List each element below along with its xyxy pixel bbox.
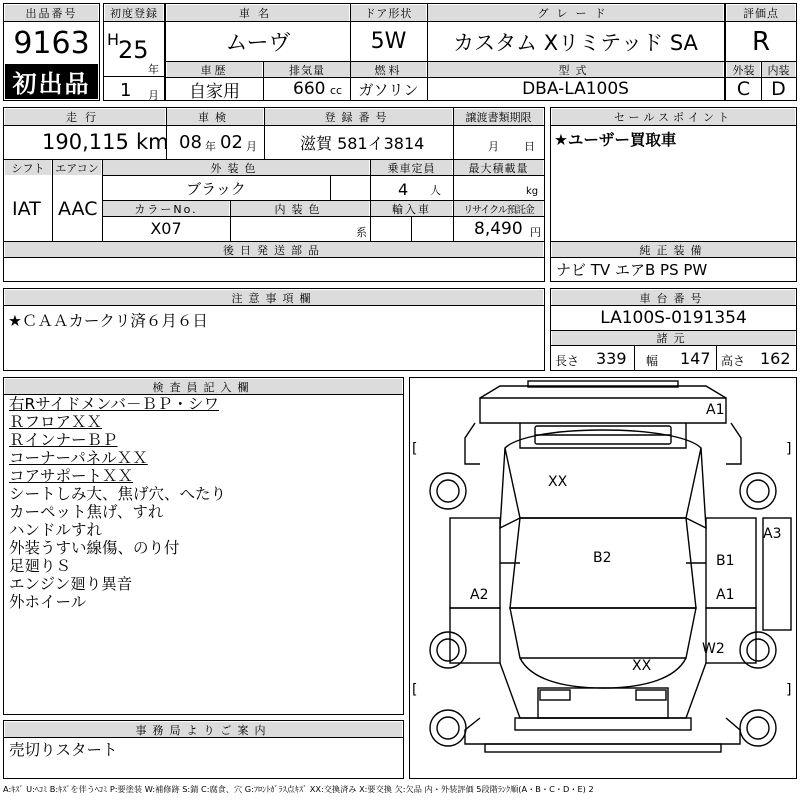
mark-left-rear-door: A2 <box>470 587 489 603</box>
length: 339 <box>596 348 627 368</box>
first-reg-label: 初度登録 <box>105 5 163 21</box>
legend: A:ｷｽﾞ U:ﾍｺﾐ B:ｷｽﾞを伴うﾍｺﾐ P:要塗装 W:補修跡 S:錆 C:腐食、穴 G:ﾌﾛﾝﾄｶﾞﾗｽ点ｷｽﾞ XX:交換済み X:要交換 欠:欠品 内・外装評価 5段階ﾗﾝｸ順(A・B・C・D・E) 2 <box>3 783 594 794</box>
ext-grade-label: 外装 <box>727 62 760 77</box>
auction-score: R <box>751 26 771 57</box>
mark-rear-right: W2 <box>702 641 725 657</box>
rear-window <box>520 658 686 688</box>
later-parts-label: 後日発送部品 <box>5 242 543 257</box>
bracket-right-bottom: ] <box>786 682 792 698</box>
wheel-front-right <box>740 473 776 509</box>
reg-month: 1 <box>120 80 132 101</box>
inspector-note: コーナーパネルＸＸ <box>9 449 148 467</box>
front-edge <box>480 386 726 398</box>
mileage-label: 走行 <box>5 109 165 125</box>
chassis-label: 車台番号 <box>552 290 795 305</box>
int-color-unit: 系 <box>356 226 367 239</box>
inspector-note: コアサポートＸＸ <box>9 467 134 485</box>
rear-bottom-bar <box>485 744 721 752</box>
inspector-note: ＲフロアＸＸ <box>9 413 103 431</box>
displacement-unit: cc <box>330 83 343 97</box>
inspector-label: 検査員記入欄 <box>5 379 402 394</box>
rear-bumper-top <box>515 718 691 730</box>
wheel-rear-left <box>430 632 466 668</box>
capacity-label: 乗車定員 <box>371 160 452 175</box>
car-name: ムーヴ <box>225 31 291 56</box>
mark-right-front-door: B1 <box>716 553 735 569</box>
mark-front-bumper: A1 <box>706 402 725 418</box>
office-label: 事務局よりご案内 <box>5 722 402 737</box>
spare-wheel-right <box>740 710 776 746</box>
history-label: 車歴 <box>167 62 262 77</box>
lot-number: 9163 <box>13 25 90 61</box>
chassis-number: LA100S-0191354 <box>600 308 747 328</box>
capacity-unit: 人 <box>430 184 441 197</box>
air-conditioner: AAC <box>58 198 98 220</box>
inspector-note: シートしみ大、焦げ穴、へたり <box>9 485 227 503</box>
inspection-label: 車検 <box>167 109 263 125</box>
month-unit: 月 <box>148 89 159 102</box>
year-unit: 年 <box>148 63 159 76</box>
front-bumper <box>480 398 726 423</box>
ext-color: ブラック <box>186 179 246 198</box>
wheel-front-left <box>430 473 466 509</box>
inspection-year-unit: 年 <box>205 140 216 153</box>
bracket-left-top: [ <box>412 441 418 457</box>
mark-hood: XX <box>548 474 568 490</box>
spare-wheel-left <box>430 710 466 746</box>
recycle-fee: 8,490 <box>474 218 523 239</box>
transfer-month-unit: 月 <box>488 140 499 153</box>
inspector-note: 足廻りＳ <box>9 557 72 575</box>
grade: カスタム Xリミテッド SA <box>453 30 698 55</box>
rear-light-right <box>636 690 666 700</box>
model-code: DBA-LA100S <box>522 79 629 99</box>
grade-label: グレード <box>428 5 723 21</box>
color-no-label: カラーNo. <box>103 201 229 216</box>
inspection-month: 02 <box>220 131 243 153</box>
inspector-note: ＲインナーＢＰ <box>9 431 118 449</box>
inspection-month-unit: 月 <box>246 140 257 153</box>
windshield <box>505 430 701 518</box>
plate-number: 滋賀 581イ3814 <box>300 133 425 153</box>
height: 162 <box>760 348 791 368</box>
ext-color-label: 外装色 <box>103 160 369 175</box>
caution-label: 注意事項欄 <box>5 290 543 305</box>
import-label: 輸入車 <box>371 201 452 216</box>
recycle-label: リサイクル預託金 <box>454 201 543 216</box>
rear-bumper <box>465 718 740 744</box>
right-fender-front <box>726 423 741 464</box>
inspector-note: 右Rサイドメンバ－ＢＰ・シワ <box>9 395 219 413</box>
caution-text: ★ＣＡＡカークリ済６月６日 <box>8 312 208 330</box>
left-pillar-front <box>500 448 520 528</box>
ac-label: エアコン <box>53 160 101 175</box>
mileage: 190,115 <box>42 130 129 154</box>
car-diagram <box>410 378 796 778</box>
rear-light-left <box>540 690 570 700</box>
max-load-label: 最大積載量 <box>454 160 543 175</box>
color-number: X07 <box>150 219 182 238</box>
inspection-year: 08 <box>179 131 202 153</box>
equipment: ナビ TV エアB PS PW <box>556 261 708 279</box>
era: H <box>107 30 120 49</box>
rear-panel <box>538 688 668 718</box>
inspector-note: 外装うすい線傷、のり付 <box>9 539 180 557</box>
left-fender-front <box>465 423 480 464</box>
right-pillar-front <box>686 448 706 528</box>
equipment-label: 純正装備 <box>552 242 795 257</box>
transfer-day-unit: 日 <box>524 140 535 153</box>
recycle-unit: 円 <box>530 226 541 239</box>
mark-right-panel: A3 <box>763 526 782 542</box>
fuel: ガソリン <box>358 80 419 99</box>
ext-grade: C <box>736 78 751 100</box>
car-name-label: 車名 <box>167 5 349 21</box>
mark-rear-hatch: XX <box>632 658 652 674</box>
mileage-unit: km <box>136 130 169 154</box>
sales-point: ★ユーザー買取車 <box>554 131 677 149</box>
capacity: 4 <box>398 179 409 199</box>
first-listing-badge: 初出品 <box>5 64 98 99</box>
max-load-unit: kg <box>526 185 539 197</box>
model-label: 型式 <box>428 62 723 77</box>
width-label: 幅 <box>646 353 659 368</box>
transfer-label: 譲渡書類期限 <box>454 109 543 125</box>
roof-rear <box>510 608 696 658</box>
length-label: 長さ <box>555 353 580 368</box>
height-label: 高さ <box>721 353 746 368</box>
int-grade: D <box>771 78 786 100</box>
shift: IAT <box>12 198 41 220</box>
vehicle-history: 自家用 <box>189 81 240 102</box>
door-label: ドア形状 <box>351 5 426 21</box>
displacement: 660 <box>293 79 326 99</box>
reg-year: 25 <box>118 36 149 64</box>
bracket-left-bottom: [ <box>412 682 418 698</box>
plate-label: 登録番号 <box>265 109 452 125</box>
bracket-right-top: ] <box>786 441 792 457</box>
int-color-label: 内装色 <box>231 201 369 216</box>
sales-point-label: セールスポイント <box>552 109 795 125</box>
score-label: 評価点 <box>727 5 795 21</box>
width: 147 <box>680 348 711 368</box>
inspector-note: カーペット焦げ、すれ <box>9 503 164 521</box>
int-grade-label: 内装 <box>762 62 795 77</box>
shift-label: シフト <box>5 160 51 175</box>
inspector-note: エンジン廻り異音 <box>9 575 133 593</box>
spec-label: 諸元 <box>552 331 795 345</box>
wheel-rear-right <box>740 632 776 668</box>
fuel-label: 燃料 <box>351 62 426 77</box>
office-text: 売切りスタート <box>9 741 118 759</box>
mark-roof: B2 <box>593 550 612 566</box>
inspector-note: ハンドルすれ <box>9 521 103 539</box>
door-type: 5W <box>370 29 407 54</box>
inspector-note: 外ホイール <box>9 593 87 611</box>
lot-label: 出品番号 <box>5 5 98 21</box>
displacement-label: 排気量 <box>264 62 350 77</box>
mark-right-rear-door: A1 <box>716 587 735 603</box>
